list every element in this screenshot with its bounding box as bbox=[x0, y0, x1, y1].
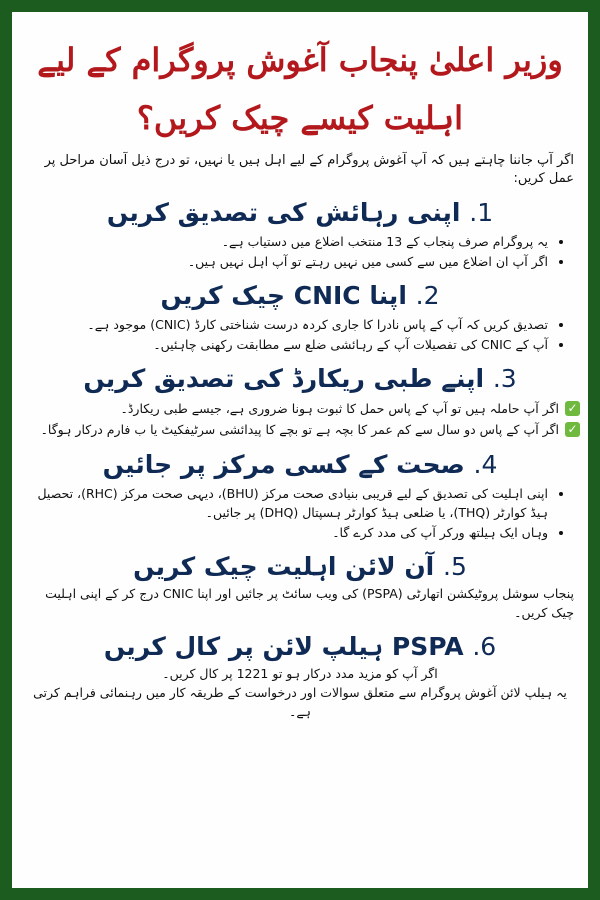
section-2-number: 2. bbox=[415, 281, 440, 310]
section-2-title: اپنا CNIC چیک کریں bbox=[160, 281, 407, 310]
section-6-line-1: اگر آپ کو مزید مدد درکار ہو تو 1221 پر کال کریں۔ bbox=[162, 666, 438, 681]
section-3-number: 3. bbox=[492, 364, 517, 393]
section-5-text: پنجاب سوشل پروٹیکشن اتھارٹی (PSPA) کی ویب سائٹ پر جائیں اور اپنا CNIC درج کر کے اپنی اہلیت چیک کریں۔ bbox=[45, 586, 574, 620]
checklist-item bbox=[22, 398, 580, 419]
section-4-list bbox=[12, 484, 588, 542]
section-6-title: PSPA ہیلپ لائن پر کال کریں bbox=[103, 632, 464, 661]
section-5-title: آن لائن اہلیت چیک کریں bbox=[133, 552, 435, 581]
section-5-number: 5. bbox=[442, 552, 467, 581]
list-item: • اگر آپ ان اضلاع میں سے کسی میں نہیں رہتے تو آپ اہل نہیں ہیں۔ bbox=[26, 252, 548, 271]
list-item: • وہاں ایک ہیلتھ ورکر آپ کی مدد کرے گا۔ bbox=[26, 523, 548, 542]
document bbox=[12, 12, 588, 888]
list-item: • تصدیق کریں کہ آپ کے پاس نادرا کا جاری کردہ درست شناختی کارڈ (CNIC) موجود ہے۔ bbox=[26, 315, 548, 334]
section-4-number: 4. bbox=[473, 450, 498, 479]
section-1-list bbox=[12, 232, 588, 271]
checklist-item-text: اگر آپ کے پاس دو سال سے کم عمر کا بچہ ہے تو بچے کا پیدائشی سرٹیفکیٹ یا ب فارم درکار ہوگا۔ bbox=[40, 422, 559, 437]
checklist-item-text: اگر آپ حاملہ ہیں تو آپ کے پاس حمل کا ثبوت ہونا ضروری ہے، جیسے طبی ریکارڈ۔ bbox=[120, 401, 559, 416]
list-item: • آپ کے CNIC کی تفصیلات آپ کے رہائشی ضلع سے مطابقت رکھنی چاہئیں۔ bbox=[26, 335, 548, 354]
section-1-heading bbox=[12, 196, 588, 230]
list-item: • اپنی اہلیت کی تصدیق کے لیے قریبی بنیادی صحت مرکز (BHU)، دیہی صحت مرکز (RHC)، تحصیل ہیڈ کوارٹر (THQ)، یا ضلعی ہیڈ کوارٹر ہسپتال (DHQ) پر جائیں۔ bbox=[26, 484, 548, 522]
section-6-line-2: یہ ہیلپ لائن آغوش پروگرام سے متعلق سوالات اور درخواست کے طریقہ کار میں رہنمائی فراہم کرتی ہے۔ bbox=[33, 685, 567, 719]
section-3-title: اپنے طبی ریکارڈ کی تصدیق کریں bbox=[83, 364, 485, 393]
title-line-1: وزیر اعلیٰ پنجاب آغوش پروگرام کے لیے bbox=[37, 41, 563, 79]
section-4-heading bbox=[12, 448, 588, 482]
section-6-heading bbox=[12, 630, 588, 664]
section-6-number: 6. bbox=[472, 632, 497, 661]
section-3-checklist bbox=[12, 398, 588, 440]
section-2-list bbox=[12, 315, 588, 354]
checkmark-icon: ✓ bbox=[565, 422, 580, 437]
checkmark-icon: ✓ bbox=[565, 401, 580, 416]
section-5-heading bbox=[12, 550, 588, 584]
title-line-2: اہلیت کیسے چیک کریں؟ bbox=[136, 99, 464, 137]
section-3-heading bbox=[12, 362, 588, 396]
checklist-item bbox=[22, 419, 580, 440]
list-item: • یہ پروگرام صرف پنجاب کے 13 منتخب اضلاع میں دستیاب ہے۔ bbox=[26, 232, 548, 251]
section-4-title: صحت کے کسی مرکز پر جائیں bbox=[102, 450, 465, 479]
section-1-title: اپنی رہائش کی تصدیق کریں bbox=[106, 198, 461, 227]
intro-text: اگر آپ جاننا چاہتے ہیں کہ آپ آغوش پروگرام کے لیے اہل ہیں یا نہیں، تو درج ذیل آسان مراحل پر عمل کریں: bbox=[44, 153, 574, 186]
section-2-heading bbox=[12, 279, 588, 313]
section-1-number: 1. bbox=[469, 198, 494, 227]
